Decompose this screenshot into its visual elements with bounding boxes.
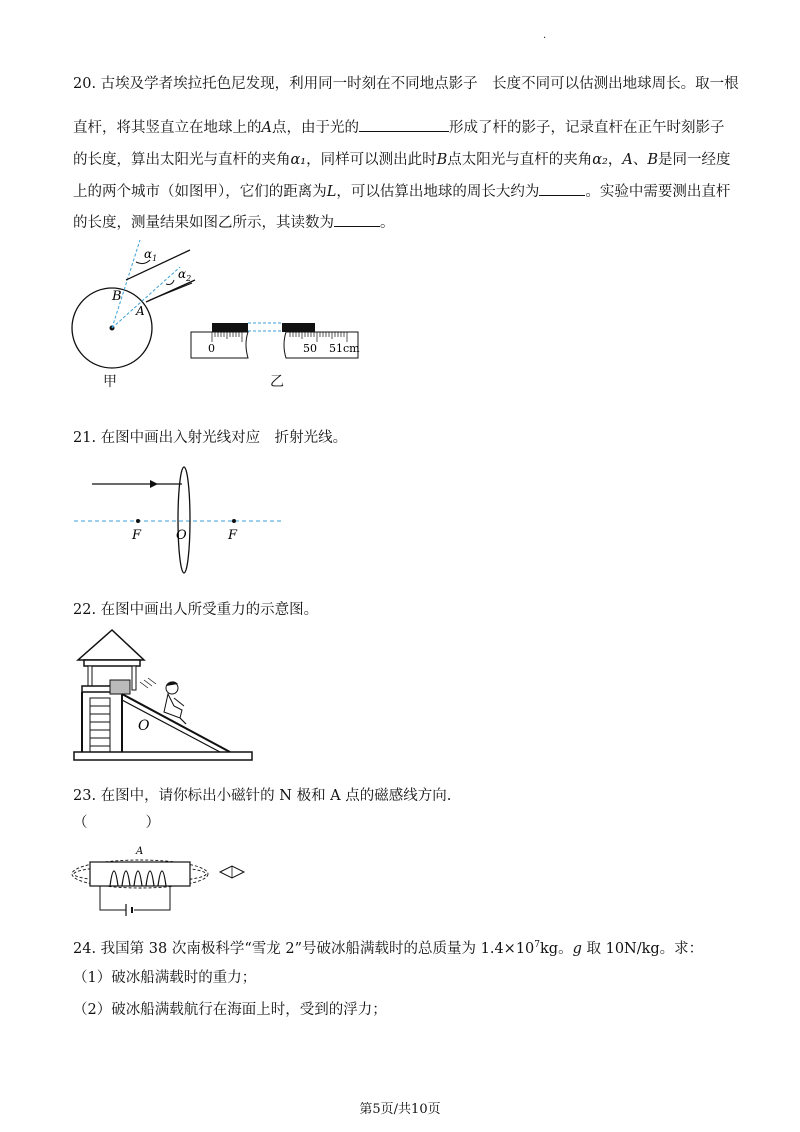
jia-alpha2-label: $\alpha_2$ [178,267,192,283]
q23-answer-paren[interactable]: （ ） [73,815,160,831]
figure-yi-caption: 乙 [270,374,284,390]
q21-text: 21. 在图中画出入射光线对应 折射光线。 [73,430,348,446]
q24-text [73,935,703,959]
jia-point-a: A [136,304,145,318]
slide-o-label: O [138,718,150,734]
figure-q23-solenoid [70,838,260,920]
q20-line4-text: 上的两个城市（如图甲），它们的距离为 [73,184,327,200]
lens-f-right: F [228,528,238,543]
q20-line3-text5: 、 [632,152,648,168]
q20-alpha2: α₂ [592,152,608,168]
q20-line4 [73,181,730,202]
q24-text-a: 24. 我国第 38 次南极科学“雪龙 2”号破冰船满载时的总质量为 1.4×10 [73,940,535,957]
jia-point-b: B [112,289,122,304]
q23-text: 23. 在图中，请你标出小磁针的 N 极和 A 点的磁感线方向. [73,788,452,804]
figure-yi-ruler [188,312,368,362]
q20-line3-text6: 是同一经度 [658,152,731,168]
ruler-tick-51: 51cm [329,342,360,355]
header-mark: . [543,30,547,41]
q20-point-b: B [436,152,448,168]
q20-line4-text2: ，可以估算出地球的周长大约为 [336,184,540,200]
q24-g: g [572,940,582,957]
q24-text-c: 取 10N/kg。求： [581,940,704,957]
q20-line3 [73,150,731,170]
q20-line3-text3: 点太阳光与直杆的夹角 [447,152,593,168]
figure-jia-caption: 甲 [103,374,117,390]
q20-line3-text: 的长度，算出太阳光与直杆的夹角 [73,152,291,168]
solenoid-point-a: A [136,846,144,857]
q20-line3-text2: ，同样可以测出此时 [306,152,437,168]
q20-distance-l: L [326,184,337,200]
q20-line3-text4: ， [607,152,623,168]
q20-point-a2: A [622,152,633,168]
ruler-tick-50: 50 [303,342,317,355]
figure-q22-slide [70,628,260,768]
jia-alpha1-label: $\alpha_1$ [144,247,158,263]
q22-text: 22. 在图中画出人所受重力的示意图。 [73,602,319,618]
q20-line2-text3: 形成了杆的影子，记录直杆在正午时刻影子 [448,120,725,136]
q24-sub1: （1）破冰船满载时的重力； [73,970,257,986]
q20-alpha1: α₁ [290,152,307,168]
q20-line2-text: 直杆，将其竖直立在地球上的 [73,120,262,136]
q20-blank-1[interactable] [359,117,449,132]
lens-f-left: F [132,528,142,543]
figure-q21-lens [70,462,290,578]
q20-line2-text2: 点，由于光的 [271,120,359,136]
q24-exponent: 7 [534,940,540,950]
q20-blank-2[interactable] [539,181,585,196]
q20-point-a: A [261,120,272,136]
lens-o: O [176,528,187,543]
q20-blank-3[interactable] [334,212,380,227]
q20-line1: 20. 古埃及学者埃拉托色尼发现，利用同一时刻在不同地点影子 长度不同可以估测出地球周长。取一根 [73,76,739,92]
q24-text-b: kg。 [540,940,573,957]
q20-point-b2: B [647,152,659,168]
page-footer: 第5页/共10页 [359,1102,441,1117]
ruler-tick-0: 0 [208,342,215,355]
q20-line5 [73,212,395,233]
q20-line5-text2: 。 [380,215,395,231]
q24-sub2: （2）破冰船满载航行在海面上时，受到的浮力； [73,1002,387,1018]
q20-line5-text: 的长度，测量结果如图乙所示，其读数为 [73,215,334,231]
q20-line4-text3: 。实验中需要测出直杆 [585,184,731,200]
q20-line2 [73,117,724,138]
